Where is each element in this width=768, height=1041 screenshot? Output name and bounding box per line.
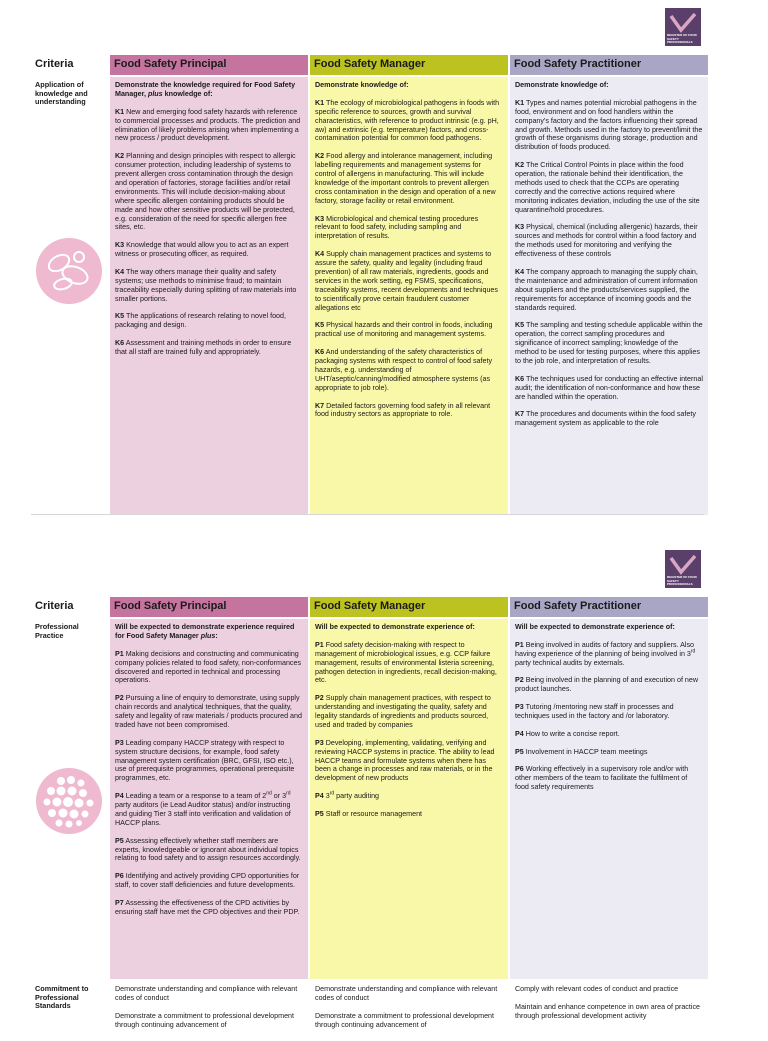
knowledge-item: K6 And understanding of the safety characteristics of packaging systems with respect to control of food safety hazards, e.g. understanding of UHT/aseptic/canning/modified atmosphere systems (as appropriate to job role). <box>315 348 493 392</box>
principal-knowledge-cell: Demonstrate the knowledge required for Food Safety Manager, plus knowledge of: K1 New and emerging food safety hazards with reference to commercial processes and products. The prediction and elimination of likely problems arising when implementing a new process / product development. K2 Planning and design principles with respect to allergic consumer protection, including leadership of systems to prevent allergen cross contamination through the design and operation of factories, storage facilities and/or retail environments. This will include decision-making about where specific allergen containing products should be made and how other sensitive products will be protected, e.g. consideration of the need for specific allergen free sites, etc. K3 Knowledge that would allow you to act as an expert witness or prosecuting officer, as required. K4 The way others manage their quality and safety systems; use methods to minimise fraud; to maintain traceability especially during splitting of raw materials into smaller portions. K5 The applications of research relating to novel food, packaging and design. K6 Assessment and training methods in order to ensure that all staff are trained fully and appropriately. <box>110 77 308 515</box>
practice-item: P3 Developing, implementing, validating, verifying and reviewing HACCP systems in practice. The ability to lead HACCP teams and formulate systems when there has been a change in processes and raw materials, or in the development of new products <box>315 738 495 783</box>
practice-item: P3 Leading company HACCP strategy with respect to system structure decisions, for example, food safety management system certification (BRC, GFSI, ISO etc.), use of prerequisite programmes, operational prerequisite programmes, etc. <box>115 738 295 783</box>
header-criteria: Criteria <box>31 55 108 75</box>
header-food-safety-principal: Food Safety Principal <box>110 597 308 617</box>
manager-knowledge-cell: Demonstrate knowledge of: K1 The ecology of microbiological pathogens in foods with specific reference to sources, growth and survival characteristics, with reference to product intrinsic (e.g. pH, aw) and extrinsic (e.g. temperature) factors, and cross-contamination potential for common food pathogens. K2 Food allergy and intolerance management, including labelling requirements and management systems for control of allergens in manufacturing. This will include knowledge of the important controls to prevent allergen cross contamination in the design and operation of a new factory, storage facility or retail environment. K3 Microbiological and chemical testing procedures relevant to food safety, including sampling and interpretation of results. K4 Supply chain management practices and systems to assure the safety, quality and legality (including fraud prevention) of all raw materials, ingredients, goods and services in the work setting, eg FSMS, specifications, traceability systems, recent developments and techniques to scientifically prove certain fraudulent customer allegations etc K5 Physical hazards and their control in foods, including practical use of monitoring and management systems. K6 And understanding of the safety characteristics of packaging systems with respect to control of food safety hazards, e.g. understanding of UHT/aseptic/canning/modified atmosphere systems (as appropriate to job role). K7 Detailed factors governing food safety in all relevant food industry sectors as appropriate to role. <box>310 77 508 515</box>
criteria-application-knowledge <box>31 77 108 515</box>
knowledge-item: K7 Detailed factors governing food safety in all relevant food industry sectors as appropriate to role. <box>315 401 491 419</box>
principal-commitment-cell: Demonstrate understanding and compliance with relevant codes of conduct Demonstrate a commitment to professional development through continuing advancement of <box>110 981 308 1041</box>
knowledge-item: K2 Planning and design principles with respect to allergic consumer protection, including leadership of systems to prevent allergen cross contamination through the design and operation of factories, storage facilities and/or retail environments. This will include decision-making about where specific allergen containing products should be made and how other sensitive products will be protected, e.g. consideration of the need for specific allergen free sites, etc. <box>115 152 296 232</box>
practice-item: P2 Supply chain management practices, with respect to understanding and investigating the quality, safety and legality standards of ingredients and products sourced, used and traded by companies <box>315 694 491 729</box>
manager-practice-cell: Will be expected to demonstrate experience of: P1 Food safety decision-making with respect to management of microbiological issues, e.g. CCP failure management, results of environmental listeria screening, pathogen detection in ingredients, recall decision-making, etc. P2 Supply chain management practices, with respect to understanding and investigating the quality, safety and legality standards of ingredients and products sourced, used and traded by companies P3 Developing, implementing, validating, verifying and reviewing HACCP systems in practice. The ability to lead HACCP teams and formulate systems when there has been a change in processes and raw materials, or in the development of new products P4 3rd party auditing P5 Staff or resource management <box>310 619 508 979</box>
competency-table-knowledge <box>31 55 704 515</box>
practice-item: P5 Involvement in HACCP team meetings <box>515 747 648 756</box>
practice-item: P6 Identifying and actively providing CPD opportunities for staff, to cover staff deficiencies and future developments. <box>115 872 300 890</box>
knowledge-item: K3 Physical, chemical (including allergenic) hazards, their sources and methods for control within a food factory and the methods used for monitoring and verifying the effectiveness of these controls <box>515 223 698 259</box>
practice-item: P1 Food safety decision-making with respect to management of microbiological issues, e.g. CCP failure management, results of environmental listeria screening, pathogen detection in ingredients, recall decision-making, etc. <box>315 640 497 685</box>
practice-item: P4 Leading a team or a response to a team of 2nd or 3rd party auditors (ie Lead Auditor status) and/or instructing and guiding Tier 3 staff into verification and validation of HACCP plans. <box>115 790 291 827</box>
logo-text: REGISTER OF FOOD SAFETY PROFESSIONALS <box>667 575 697 586</box>
practitioner-commitment-cell: Comply with relevant codes of conduct and practice Maintain and enhance competence in own area of practice through professional development activity <box>510 981 708 1041</box>
practice-item: P3 Tutoring /mentoring new staff in processes and techniques used in the factory and /or laboratory. <box>515 703 674 721</box>
knowledge-item: K4 The way others manage their quality and safety systems; use methods to minimise fraud; to maintain traceability especially during splitting of raw materials into smaller portions. <box>115 267 297 303</box>
practice-item: P1 Making decisions and constructing and communicating company policies related to food safety, non-conformances discovered and reported in technical and processing operations. <box>115 649 302 685</box>
knowledge-item: K6 Assessment and training methods in order to ensure that all staff are trained fully and appropriately. <box>115 339 292 357</box>
knowledge-item: K1 Types and names potential microbial pathogens in the food, environment and on food handlers within the company's factory and the factors influencing their spread and growth. Methods used in the factory to prevent/limit the growth of these organisms during storage, production and distribution of foods produced. <box>515 98 703 152</box>
rfsp-logo <box>665 8 701 46</box>
knowledge-item: K3 Microbiological and chemical testing procedures relevant to food safety, including sampling and interpretation of results. <box>315 214 479 241</box>
knowledge-item: K2 Food allergy and intolerance management, including labelling requirements and management systems for control of allergens in manufacturing. This will include knowledge of the important controls to prevent allergen cross contamination in the design and operation of a new factory, storage facility or retail environment. <box>315 152 496 205</box>
table-bottom-rule <box>31 514 704 515</box>
criteria-label: Application of knowledge and understanding <box>35 80 88 107</box>
practice-item: P2 Being involved in the planning of and execution of new product launches. <box>515 676 699 694</box>
header-food-safety-principal: Food Safety Principal <box>110 55 308 75</box>
knowledge-item: K5 The sampling and testing schedule applicable within the operation, the correct sampling procedures and significance of incorrect sampling; knowledge of the method to be used for testing purposes, where this applies to the job role, and interpretation of results. <box>515 321 703 366</box>
knowledge-item: K5 The applications of research relating to novel food, packaging and design. <box>115 312 286 330</box>
practice-item: P5 Staff or resource management <box>315 809 423 818</box>
criteria-label: Professional Practice <box>35 622 79 640</box>
principal-practice-cell: Will be expected to demonstrate experience required for Food Safety Manager plus: P1 Making decisions and constructing and communicating company policies related to food safety, non-conformances discovered and reported in technical and processing operations. P2 Pursuing a line of enquiry to demonstrate, using supply chain records and analytical techniques, that the quality, safety and legality of raw materials / products procured and traded have not been compromised. P3 Leading company HACCP strategy with respect to system structure decisions, for example, food safety management system certification (BRC, GFSI, ISO etc.), use of prerequisite programmes, operational prerequisite programmes, etc. P4 Leading a team or a response to a team of 2nd or 3rd party auditors (ie Lead Auditor status) and/or instructing and guiding Tier 3 staff into verification and validation of HACCP plans. P5 Assessing effectively whether staff members are experts, knowledgeable or ignorant about individual topics relating to food safety and to assign resources accordingly. P6 Identifying and actively providing CPD opportunities for staff, to cover staff deficiencies and future developments. P7 Assessing the effectiveness of the CPD activities by ensuring staff have met the CPD objectives and their PDP. <box>110 619 308 979</box>
knowledge-item: K3 Knowledge that would allow you to act as an expert witness or prosecuting officer, as required. <box>115 241 289 259</box>
criteria-commitment-standards <box>31 981 108 1041</box>
practice-item: P1 Being involved in audits of factory and suppliers. Also having experience of the planning of being involved in 3rd party technical audits by externals. <box>515 640 696 667</box>
practice-item: P4 How to write a concise report. <box>515 729 620 738</box>
practice-item: P7 Assessing the effectiveness of the CPD activities by ensuring staff have met the CPD objectives and their PDP. <box>115 898 300 916</box>
knowledge-item: K2 The Critical Control Points in place within the food operation, the rationale behind their identification, the methods used to check that the CCPs are operating correctly and the corrective actions required where monitoring indicates deviation, including the use of the site quarantine/hold procedures. <box>515 161 700 214</box>
criteria-label: Commitment to Professional Standards <box>35 984 89 1011</box>
practice-item: P2 Pursuing a line of enquiry to demonstrate, using supply chain records and analytical techniques, that the quality, safety and legality of raw materials / products procured and traded have not been compromised. <box>115 694 302 729</box>
logo-text: REGISTER OF FOOD SAFETY PROFESSIONALS <box>667 33 697 44</box>
knowledge-item: K4 Supply chain management practices and systems to assure the safety, quality and legality (including fraud prevention) of all raw materials, ingredients, goods and services in the work setting, eg FSMS, specifications, traceability systems, recent developments and techniques to scientifically prove certain fraudulent customer allegations etc <box>315 250 498 312</box>
practitioner-knowledge-cell: Demonstrate knowledge of: K1 Types and names potential microbial pathogens in the food, environment and on food handlers within the company's factory and the factors influencing their spread and growth. Methods used in the factory to prevent/limit the growth of these organisms during storage, production and distribution of foods produced. K2 The Critical Control Points in place within the food operation, the rationale behind their identification, the methods used to check that the CCPs are operating correctly and the corrective actions required where monitoring indicates deviation, including the use of the site quarantine/hold procedures. K3 Physical, chemical (including allergenic) hazards, their sources and methods for control within a food factory and the methods used for monitoring and verifying the effectiveness of these controls K4 The company approach to managing the supply chain, the maintenance and administration of current information about suppliers and the products/services supplied, the requirements for acceptance of incoming goods and the standards required. K5 The sampling and testing schedule applicable within the operation, the correct sampling procedures and significance of incorrect sampling; knowledge of the method to be used for testing purposes, where this applies to the job role, and interpretation of results. K6 The techniques used for conducting an effective internal audit; the identification of non-conformance and how these are handled within the operation. K7 The procedures and documents within the food safety management system as applicable to the role <box>510 77 708 515</box>
cells-emblem-icon <box>35 767 103 835</box>
knowledge-item: K4 The company approach to managing the supply chain, the maintenance and administration of current information about suppliers and the products/services supplied, the requirements for acceptance of incoming goods and the standards required. <box>515 267 698 312</box>
header-criteria: Criteria <box>31 597 108 617</box>
manager-commitment-cell: Demonstrate understanding and compliance with relevant codes of conduct Demonstrate a commitment to professional development through continuing advancement of <box>310 981 508 1041</box>
knowledge-item: K1 The ecology of microbiological pathogens in foods with specific reference to sources, growth and survival characteristics, with reference to product intrinsic (e.g. pH, aw) and extrinsic (e.g. temperature) factors, and cross-contamination potential for common food pathogens. <box>315 98 500 143</box>
knowledge-item: K1 New and emerging food safety hazards with reference to commercial processes and products. The prediction and elimination of likely problems arising when implementing a new process / product development. <box>115 107 301 143</box>
rfsp-logo <box>665 550 701 588</box>
logo-mark-icon <box>669 554 697 576</box>
practice-item: P5 Assessing effectively whether staff members are experts, knowledgeable or ignorant about individual topics relating to food safety and to assign resources accordingly. <box>115 836 301 863</box>
criteria-professional-practice <box>31 619 108 979</box>
header-food-safety-practitioner: Food Safety Practitioner <box>510 597 708 617</box>
competency-table-practice <box>31 597 704 1041</box>
header-food-safety-manager: Food Safety Manager <box>310 55 508 75</box>
knowledge-item: K6 The techniques used for conducting an effective internal audit; the identification of non-conformance and how these are handled within the operation. <box>515 374 703 401</box>
practitioner-practice-cell: Will be expected to demonstrate experience of: P1 Being involved in audits of factory and suppliers. Also having experience of the planning of being involved in 3rd party technical audits by externals. P2 Being involved in the planning of and execution of new product launches. P3 Tutoring /mentoring new staff in processes and techniques used in the factory and /or laboratory. P4 How to write a concise report. P5 Involvement in HACCP team meetings P6 Working effectively in a supervisory role and/or with other members of the team to facilitate the fulfilment of food safety requirements <box>510 619 708 979</box>
practice-item: P4 3rd party auditing <box>315 790 380 801</box>
logo-mark-icon <box>669 12 697 34</box>
practice-item: P6 Working effectively in a supervisory role and/or with other members of the team to facilitate the fulfilment of food safety requirements <box>515 765 689 792</box>
knowledge-item: K7 The procedures and documents within the food safety management system as applicable to the role <box>515 410 696 428</box>
header-food-safety-practitioner: Food Safety Practitioner <box>510 55 708 75</box>
knowledge-item: K5 Physical hazards and their control in foods, including practical use of monitoring and management systems. <box>315 321 493 339</box>
header-food-safety-manager: Food Safety Manager <box>310 597 508 617</box>
microbe-emblem-icon <box>35 237 103 305</box>
